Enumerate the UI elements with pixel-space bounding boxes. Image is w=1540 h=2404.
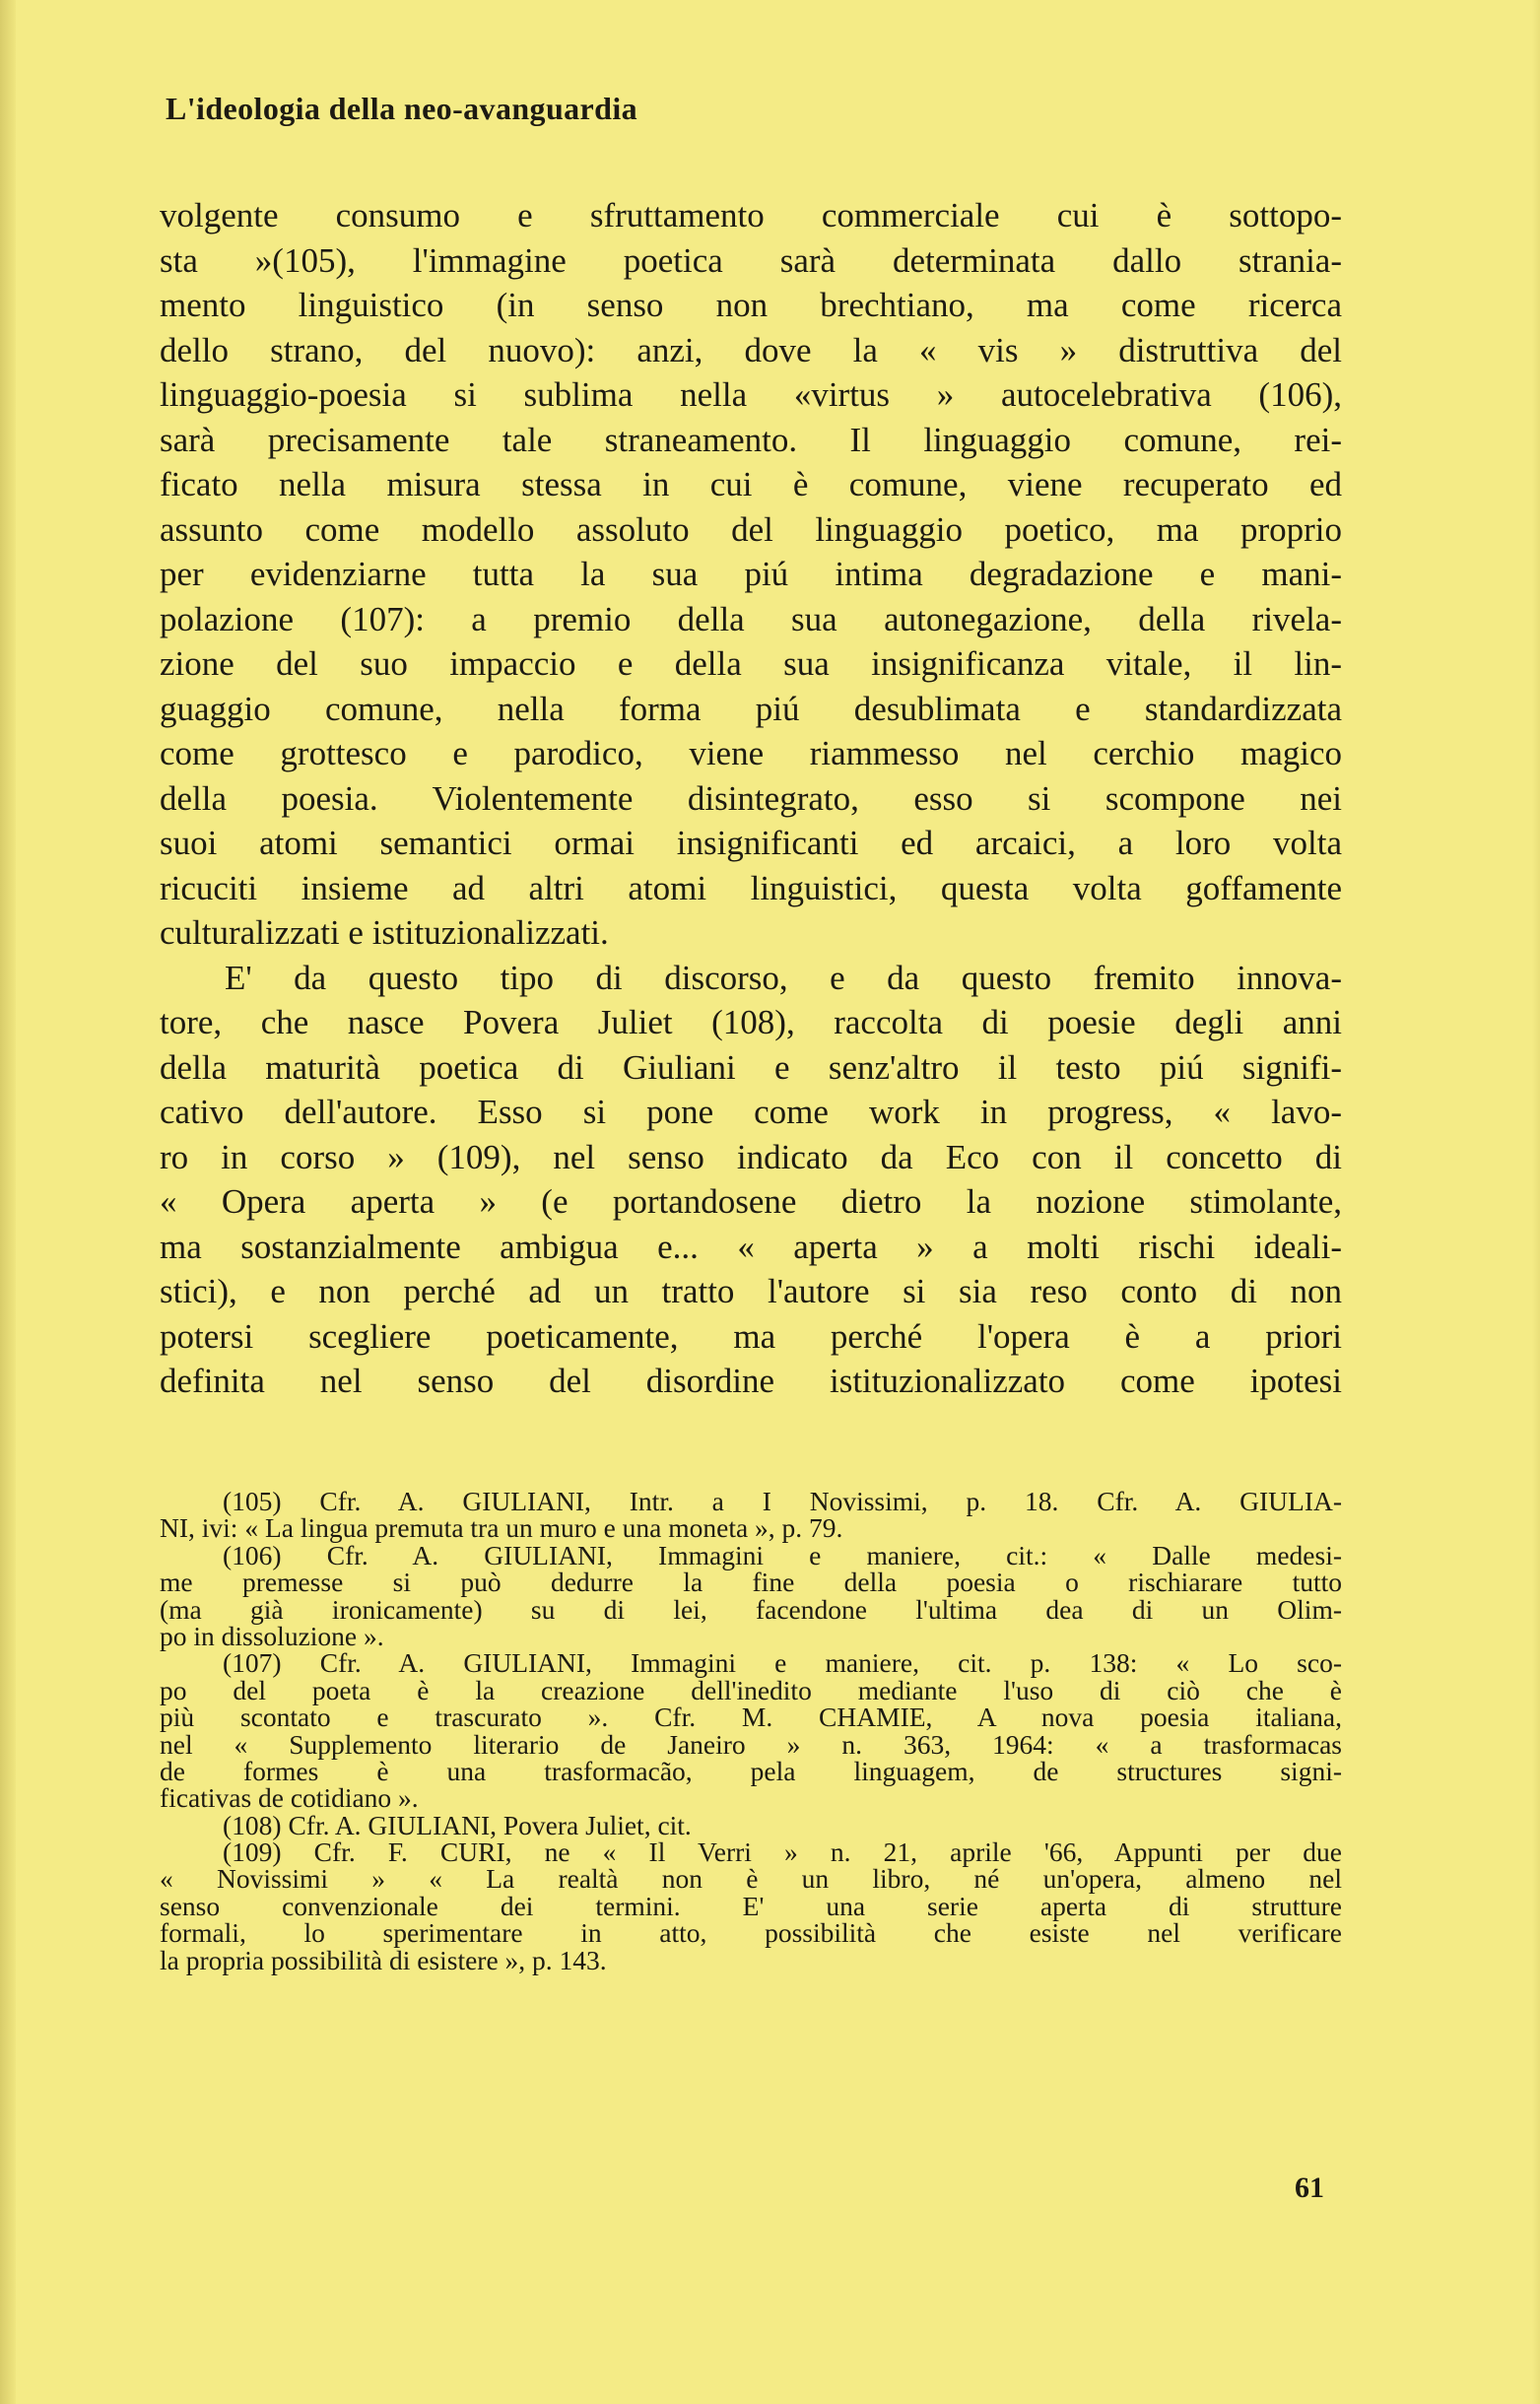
body-line: zione del suo impaccio e della sua insignificanza vitale, il lin-	[160, 644, 1342, 683]
body-line: suoi atomi semantici ormai insignificanti ed arcaici, a loro volta	[160, 824, 1342, 862]
page-right-edge	[1532, 0, 1540, 2404]
footnote-line: (107) Cfr. A. GIULIANI, Immagini e maniere, cit. p. 138: « Lo sco-	[223, 1647, 1342, 1679]
body-line: ficato nella misura stessa in cui è comune, viene recuperato ed	[160, 465, 1342, 503]
running-head: L'ideologia della neo-avanguardia	[166, 91, 638, 126]
body-line: della poesia. Violentemente disintegrato, esso si scompone nei	[160, 778, 1342, 818]
body-line: stici), e non perché ad un tratto l'autore si sia reso conto di non	[160, 1272, 1342, 1310]
body-line: linguaggio-poesia si sublima nella «virtus » autocelebrativa (106),	[160, 375, 1342, 414]
body-line: per evidenziarne tutta la sua piú intima degradazione e mani-	[160, 555, 1342, 593]
footnote-line: più scontato e trascurato ». Cfr. M. CHAMIE, A nova poesia italiana,	[160, 1702, 1342, 1733]
body-line: guaggio comune, nella forma piú desublimata e standardizzata	[160, 689, 1342, 728]
footnote-line: (105) Cfr. A. GIULIANI, Intr. a I Novissimi, p. 18. Cfr. A. GIULIA-	[223, 1486, 1342, 1516]
footnote-line: senso convenzionale dei termini. E' una serie aperta di strutture	[160, 1890, 1342, 1921]
footnote-line: me premesse si può dedurre la fine della poesia o rischiarare tutto	[160, 1567, 1342, 1598]
body-line: polazione (107): a premio della sua autonegazione, della rivela-	[160, 599, 1342, 638]
footnote-line: (109) Cfr. F. CURI, ne « Il Verri » n. 21, aprile '66, Appunti per due	[223, 1836, 1342, 1868]
footnote-line: NI, ivi: « La lingua premuta tra un muro e una moneta », p. 79.	[160, 1512, 843, 1544]
footnote-line: (ma già ironicamente) su di lei, facendone l'ultima dea di un Olim-	[160, 1593, 1342, 1625]
page-left-edge	[0, 0, 16, 2404]
footnote-line: de formes è una trasformacão, pela linguagem, de structures signi-	[160, 1755, 1342, 1786]
body-line: sarà precisamente tale straneamento. Il linguaggio comune, rei-	[160, 420, 1342, 459]
body-line: tore, che nasce Povera Juliet (108), raccolta di poesie degli anni	[160, 1003, 1342, 1041]
footnote-line: la propria possibilità di esistere », p. 143.	[160, 1944, 607, 1975]
body-line: come grottesco e parodico, viene riammesso nel cerchio magico	[160, 734, 1342, 772]
body-line: ma sostanzialmente ambigua e... « aperta » a molti rischi ideali-	[160, 1227, 1342, 1266]
body-line: assunto come modello assoluto del linguaggio poetico, ma proprio	[160, 509, 1342, 549]
body-line: definita nel senso del disordine istituzionalizzato come ipotesi	[160, 1362, 1342, 1400]
footnote-line: po del poeta è la creazione dell'inedito mediante l'uso di ciò che è	[160, 1674, 1342, 1705]
footnote-line: (108) Cfr. A. GIULIANI, Povera Juliet, cit.	[223, 1809, 692, 1840]
body-text	[160, 193, 1342, 1404]
body-line: della maturità poetica di Giuliani e senz'altro il testo piú signifi-	[160, 1047, 1342, 1087]
footnote-line: « Novissimi » « La realtà non è un libro, né un'opera, almeno nel	[160, 1863, 1342, 1895]
body-line: sta »(105), l'immagine poetica sarà determinata dallo strania-	[160, 240, 1342, 280]
footnote-line: formali, lo sperimentare in atto, possibilità che esiste nel verificare	[160, 1917, 1342, 1949]
footnote-line: ficativas de cotidiano ».	[160, 1782, 419, 1814]
footnote-line: (106) Cfr. A. GIULIANI, Immagini e maniere, cit.: « Dalle medesi-	[223, 1539, 1342, 1570]
footnote-line: po in dissoluzione ».	[160, 1620, 384, 1651]
body-line: cativo dell'autore. Esso si pone come work in progress, « lavo-	[160, 1093, 1342, 1131]
body-line: ro in corso » (109), nel senso indicato da Eco con il concetto di	[160, 1137, 1342, 1176]
footnotes	[160, 1488, 1342, 1973]
body-line: mento linguistico (in senso non brechtiano, ma come ricerca	[160, 286, 1342, 324]
body-line: dello strano, del nuovo): anzi, dove la « vis » distruttiva del	[160, 330, 1342, 369]
body-line: E' da questo tipo di discorso, e da questo fremito innova-	[225, 958, 1342, 997]
body-line: « Opera aperta » (e portandosene dietro la nozione stimolante,	[160, 1182, 1342, 1221]
footnote-line: nel « Supplemento literario de Janeiro » n. 363, 1964: « a trasformacas	[160, 1728, 1342, 1760]
page-number: 61	[1295, 2171, 1324, 2204]
body-line: volgente consumo e sfruttamento commerciale cui è sottopo-	[160, 196, 1342, 234]
body-line: culturalizzati e istituzionalizzati.	[160, 913, 609, 952]
body-line: ricuciti insieme ad altri atomi linguistici, questa volta goffamente	[160, 868, 1342, 907]
body-line: potersi scegliere poeticamente, ma perché l'opera è a priori	[160, 1316, 1342, 1356]
